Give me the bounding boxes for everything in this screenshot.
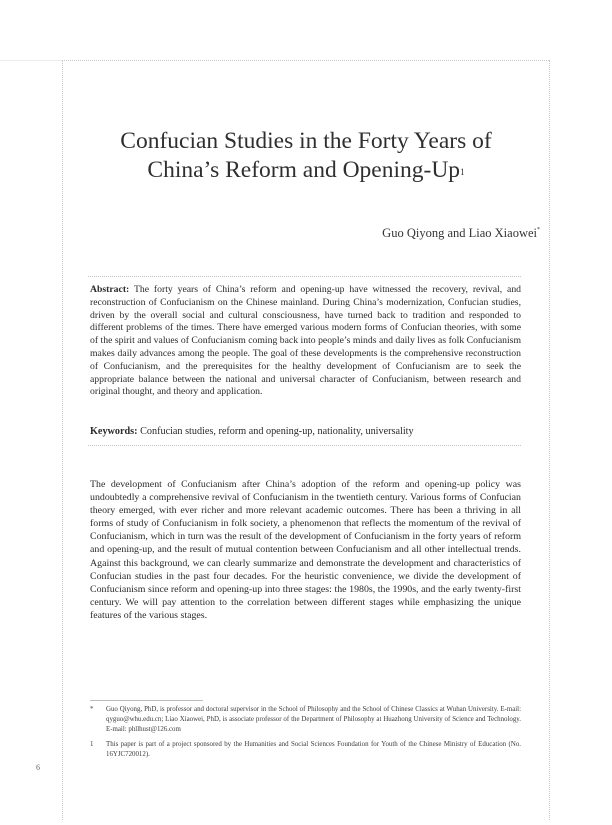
author-names: Guo Qiyong and Liao Xiaowei [382, 226, 537, 240]
frame-top-border [62, 60, 549, 61]
footnote-rule [90, 700, 203, 701]
frame-left-border [62, 60, 63, 820]
keywords-text: Confucian studies, reform and opening-up, nationality, universality [140, 426, 414, 437]
abstract-label: Abstract: [90, 284, 130, 295]
author-footnote-mark[interactable]: * [537, 227, 540, 233]
article-title [70, 127, 542, 185]
abstract-text: The forty years of China’s reform and opening-up have witnessed the recovery, revival, and reconstruction of Confucianism on the Chinese mainland. During China’s modernization, Confucian studies, driven by the overall social and cultural consciousness, have turned back to tradition and responded to different problems of the times. There have emerged various modern forms of Confucian theories, with some of the spirit and values of Confucianism coming back into people’s minds and daily lives as folk Confucianism makes daily advances among the people. The goal of these developments is the comprehensive reconstruction of Confucianism, and the prerequisites for the healthy development of Confucianism are to seek the appropriate balance between the national and universal character of Confucianism, between research and original thought, and theory and application. [90, 284, 522, 398]
page-edge-line [0, 60, 62, 61]
title-line-2: China’s Reform and Opening-Up [147, 157, 461, 183]
frame-right-border [549, 60, 550, 820]
footnote-funding [90, 740, 521, 760]
body-paragraph: The development of Confucianism after China’s adoption of the reform and opening-up policy was undoubtedly a comprehensive revival of Confucianism in the twentieth century. Various forms of Confucian theory emerged, with ever richer and more relevant academic outcomes. There has been a thriving in all forms of study of Confucianism in folk society, a phenomenon that reflects the momentum of the revival of Confucianism, which in turn was the result of the development of Confucianism in the forty years of reform and opening-up, and the result of mutual contention between Confucianism and all other intellectual trends. Against this background, we can clearly summarize and demonstrate the development and characteristics of Confucian studies in the past four decades. For the heuristic convenience, we divide the development of Confucianism since reform and opening-up into three stages: the 1980s, the 1990s, and the early twenty-first century. We will pay attention to the correlation between different stages while emphasizing the unique features of the various stages. [90, 479, 521, 621]
footnote-mark: * [90, 706, 94, 713]
footnote-text: This paper is part of a project sponsored by the Humanities and Social Sciences Foundation for Youth of the Chinese Ministry of Education (No. 16YJC720012). [106, 741, 521, 758]
keywords [90, 425, 521, 438]
title-footnote-mark[interactable]: 1 [460, 167, 465, 177]
footnote-mark: 1 [90, 741, 94, 748]
footnote-author [90, 705, 521, 735]
abstract [90, 284, 521, 399]
footnote-text: Guo Qiyong, PhD, is professor and doctoral supervisor in the School of Philosophy and the School of Chinese Classics at Wuhan University. E-mail: qyguo@whu.edu.cn; Liao Xiaowei, PhD, is associate professor of the Department of Philosophy at Huazhong University of Science and Technology. E-mail: phllhust@126.com [106, 706, 521, 733]
page-number: 6 [36, 763, 40, 772]
author-byline [382, 226, 540, 241]
keywords-label: Keywords: [90, 426, 138, 437]
title-line-1: Confucian Studies in the Forty Years of [120, 128, 492, 154]
